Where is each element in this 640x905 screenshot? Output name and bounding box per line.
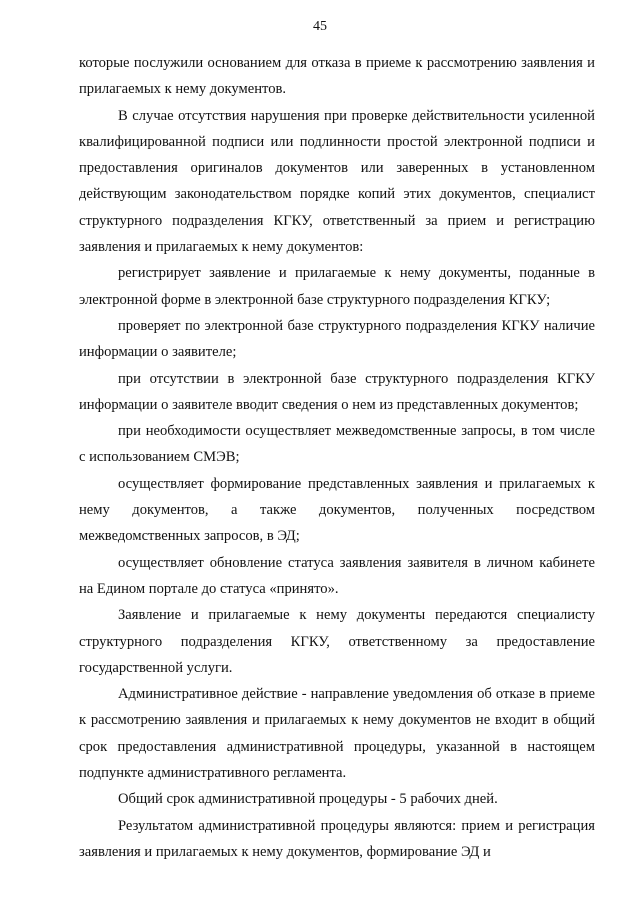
list-item: осуществляет формирование представленных заявления и прилагаемых к нему документов, а также документов, полученных посредством межведомственных запросов, в ЭД;: [79, 475, 595, 545]
page-number: 45: [313, 19, 327, 34]
paragraph: Результатом административной процедуры являются: прием и регистрация заявления и прилагаемых к нему документов, формирование ЭД и: [79, 817, 595, 860]
paragraph-continuation: которые послужили основанием для отказа в приеме к рассмотрению заявления и прилагаемых к нему документов.: [79, 55, 595, 98]
paragraph: Заявление и прилагаемые к нему документы передаются специалисту структурного подразделения КГКУ, ответственному за предоставление государственной услуги.: [79, 607, 595, 676]
paragraph: Общий срок административной процедуры - 5 рабочих дней.: [118, 791, 498, 808]
paragraph: В случае отсутствия нарушения при проверке действительности усиленной квалифицированной подписи или подлинности простой электронной подписи и предоставления оригиналов документов или заверенных в установленном действующим законодательством порядке копий этих документов, специалист структурного подразделения КГКУ, ответственный за прием и регистрацию заявления и прилагаемых к нему документов:: [79, 107, 595, 256]
document-body: [79, 50, 595, 865]
list-item: при необходимости осуществляет межведомственные запросы, в том числе с использованием СМЭВ;: [79, 423, 595, 466]
list-item: проверяет по электронной базе структурного подразделения КГКУ наличие информации о заявителе;: [79, 317, 595, 361]
paragraph: Административное действие - направление уведомления об отказе в приеме к рассмотрению заявления и прилагаемых к нему документов не входит в общий срок предоставления административной процедуры, указанной в настоящем подпункте административного регламента.: [79, 686, 595, 782]
list-item: регистрирует заявление и прилагаемые к нему документы, поданные в электронной форме в электронной базе структурного подразделения КГКУ;: [79, 265, 595, 308]
list-item: при отсутствии в электронной базе структурного подразделения КГКУ информации о заявителе вводит сведения о нем из представленных документов;: [79, 370, 595, 413]
list-item: осуществляет обновление статуса заявления заявителя в личном кабинете на Едином портале до статуса «принято».: [79, 554, 595, 597]
